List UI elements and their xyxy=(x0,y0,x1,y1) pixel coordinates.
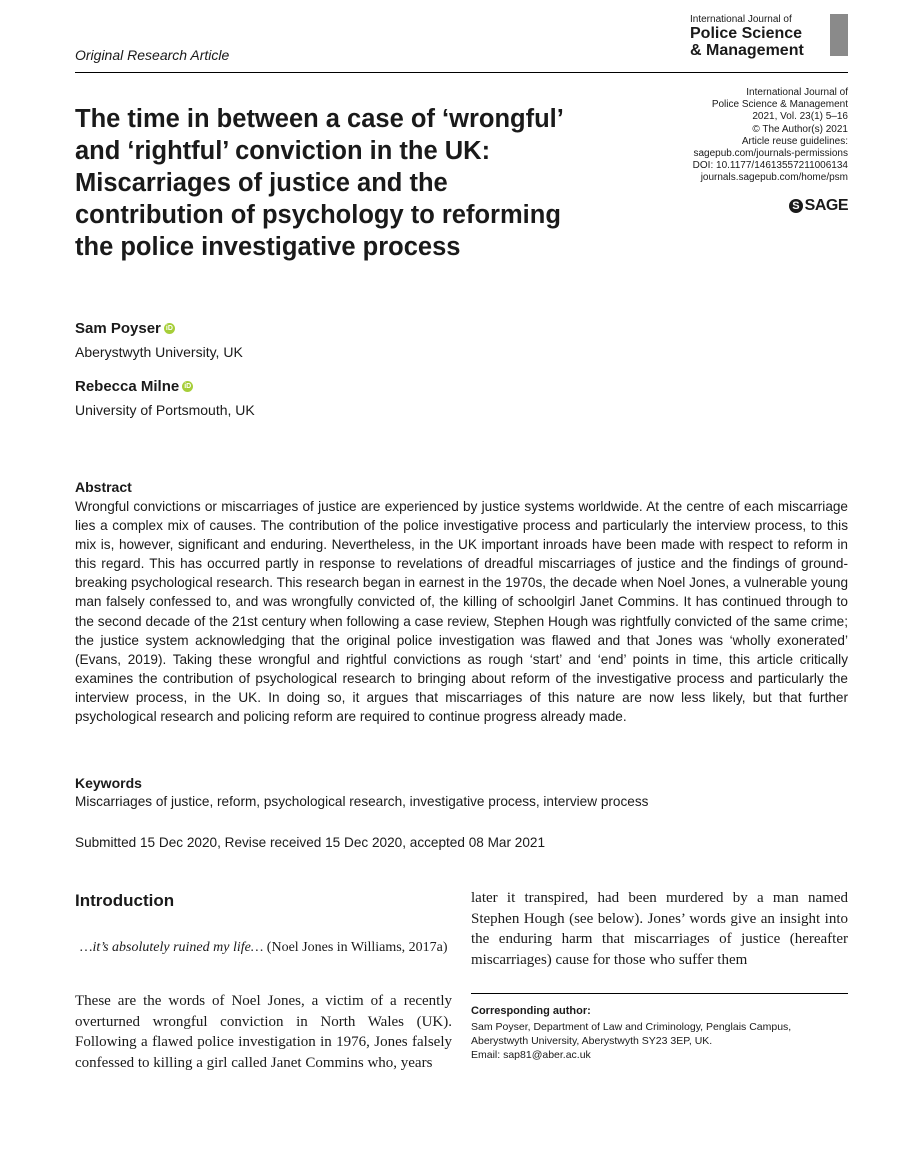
abstract-text: Wrongful convictions or miscarriages of justice are experienced by justice systems worldwide. At the centre of each miscarriage lies a complex mix of causes. The contribution of the police investigative process and particularly the interview process, to this mix is, however, significant and enduring. Nevertheless, in the UK important inroads have been made with respect to reform in this regard. This has occurred partly in response to revelations of dreadful miscarriages of justice and the findings of ground-breaking psychological research. This research began in earnest in the 1970s, the decade when Noel Jones, a vulnerable young man falsely confessed to, and was wrongfully convicted of, the killing of schoolgirl Janet Commins. It has continued through to the second decade of the 21st century when following a case review, Stephen Hough was rightfully convicted of the same crime; the justice system acknowledging that the original police investigation was flawed and that Jones was ‘wholly exonerated’ (Evans, 2019). Taking these wrongful and rightful convictions as rough ‘start’ and ‘end’ points in time, this article critically examines the contribution of psychological research to bringing about reform of the investigative process and particularly the interview process, in the UK. In doing so, it argues that miscarriages of this nature are now less likely, but that further psychological research and policing reform are required to continue progress already made. xyxy=(75,499,848,725)
keywords-text: Miscarriages of justice, reform, psychological research, investigative process, interview process xyxy=(75,794,649,809)
article-title xyxy=(75,103,635,263)
publisher-name: SAGE xyxy=(804,197,848,214)
corresponding-heading: Corresponding author: xyxy=(471,1005,591,1017)
footnote-divider xyxy=(471,993,848,994)
author-1-affiliation: Aberystwyth University, UK xyxy=(75,344,243,360)
submission-dates: Submitted 15 Dec 2020, Revise received 15 Dec 2020, accepted 08 Mar 2021 xyxy=(75,835,546,850)
logo-line-3: & Management xyxy=(690,42,804,59)
title-line: and ‘rightful’ conviction in the UK: xyxy=(75,137,491,165)
journal-volume: 2021, Vol. 23(1) 5–16 xyxy=(752,111,848,123)
intro-paragraph-col1: These are the words of Noel Jones, a victim of a recently overturned wrongful conviction in North Wales (UK). Following a flawed police investigation in 1976, Jones falsely confessed to killing a girl called Janet Commins who, years xyxy=(75,993,452,1071)
author-1 xyxy=(75,320,175,337)
header-divider xyxy=(75,72,848,73)
quote-citation: (Noel Jones in Williams, 2017a) xyxy=(263,940,448,955)
journal-info-line: International Journal of xyxy=(746,87,848,98)
logo-line-1: International Journal of xyxy=(690,14,792,25)
author-2 xyxy=(75,378,193,395)
journal-info xyxy=(693,87,848,185)
epigraph-quote xyxy=(80,938,452,957)
logo-line-2: Police Science xyxy=(690,25,803,42)
logo-bar-graphic xyxy=(830,14,848,56)
copyright: © The Author(s) 2021 xyxy=(752,123,848,135)
journal-home-link[interactable]: journals.sagepub.com/home/psm xyxy=(700,172,848,184)
journal-logo xyxy=(690,14,804,59)
title-line: Miscarriages of justice and the xyxy=(75,169,448,197)
title-line: The time in between a case of ‘wrongful’ xyxy=(75,105,564,133)
title-line: contribution of psychology to reforming xyxy=(75,201,561,229)
quote-text: …it’s absolutely ruined my life… xyxy=(80,940,264,955)
reuse-label: Article reuse guidelines: xyxy=(741,135,848,147)
abstract-heading: Abstract xyxy=(75,479,132,495)
author-name: Sam Poyser xyxy=(75,320,161,337)
article-type: Original Research Article xyxy=(75,47,230,63)
introduction-heading: Introduction xyxy=(75,891,175,910)
journal-info-line: Police Science & Management xyxy=(711,99,848,111)
author-name: Rebecca Milne xyxy=(75,378,180,395)
keywords-heading: Keywords xyxy=(75,775,142,791)
sage-logo xyxy=(789,197,848,215)
intro-paragraph-col2: later it transpired, had been murdered by a man named Stephen Hough (see below). Jones’ words give an insight into the enduring harm that miscarriages of justice (hereafter miscarriages) cause for those who suffer them xyxy=(471,890,848,968)
sage-s-icon: S xyxy=(789,199,803,213)
corresponding-email[interactable]: Email: sap81@aber.ac.uk xyxy=(471,1049,591,1061)
orcid-icon[interactable]: iD xyxy=(165,325,173,332)
orcid-icon[interactable]: iD xyxy=(184,383,192,390)
author-2-affiliation: University of Portsmouth, UK xyxy=(75,402,255,418)
corresponding-details xyxy=(471,1020,848,1062)
title-line: the police investigative process xyxy=(75,233,461,261)
permissions-link[interactable]: sagepub.com/journals-permissions xyxy=(693,148,848,160)
corresponding-address: Sam Poyser, Department of Law and Criminology, Penglais Campus, Aberystwyth University, Aberystwyth SY23 3EP, UK. xyxy=(471,1021,792,1047)
doi[interactable]: DOI: 10.1177/14613557211006134 xyxy=(692,160,848,172)
